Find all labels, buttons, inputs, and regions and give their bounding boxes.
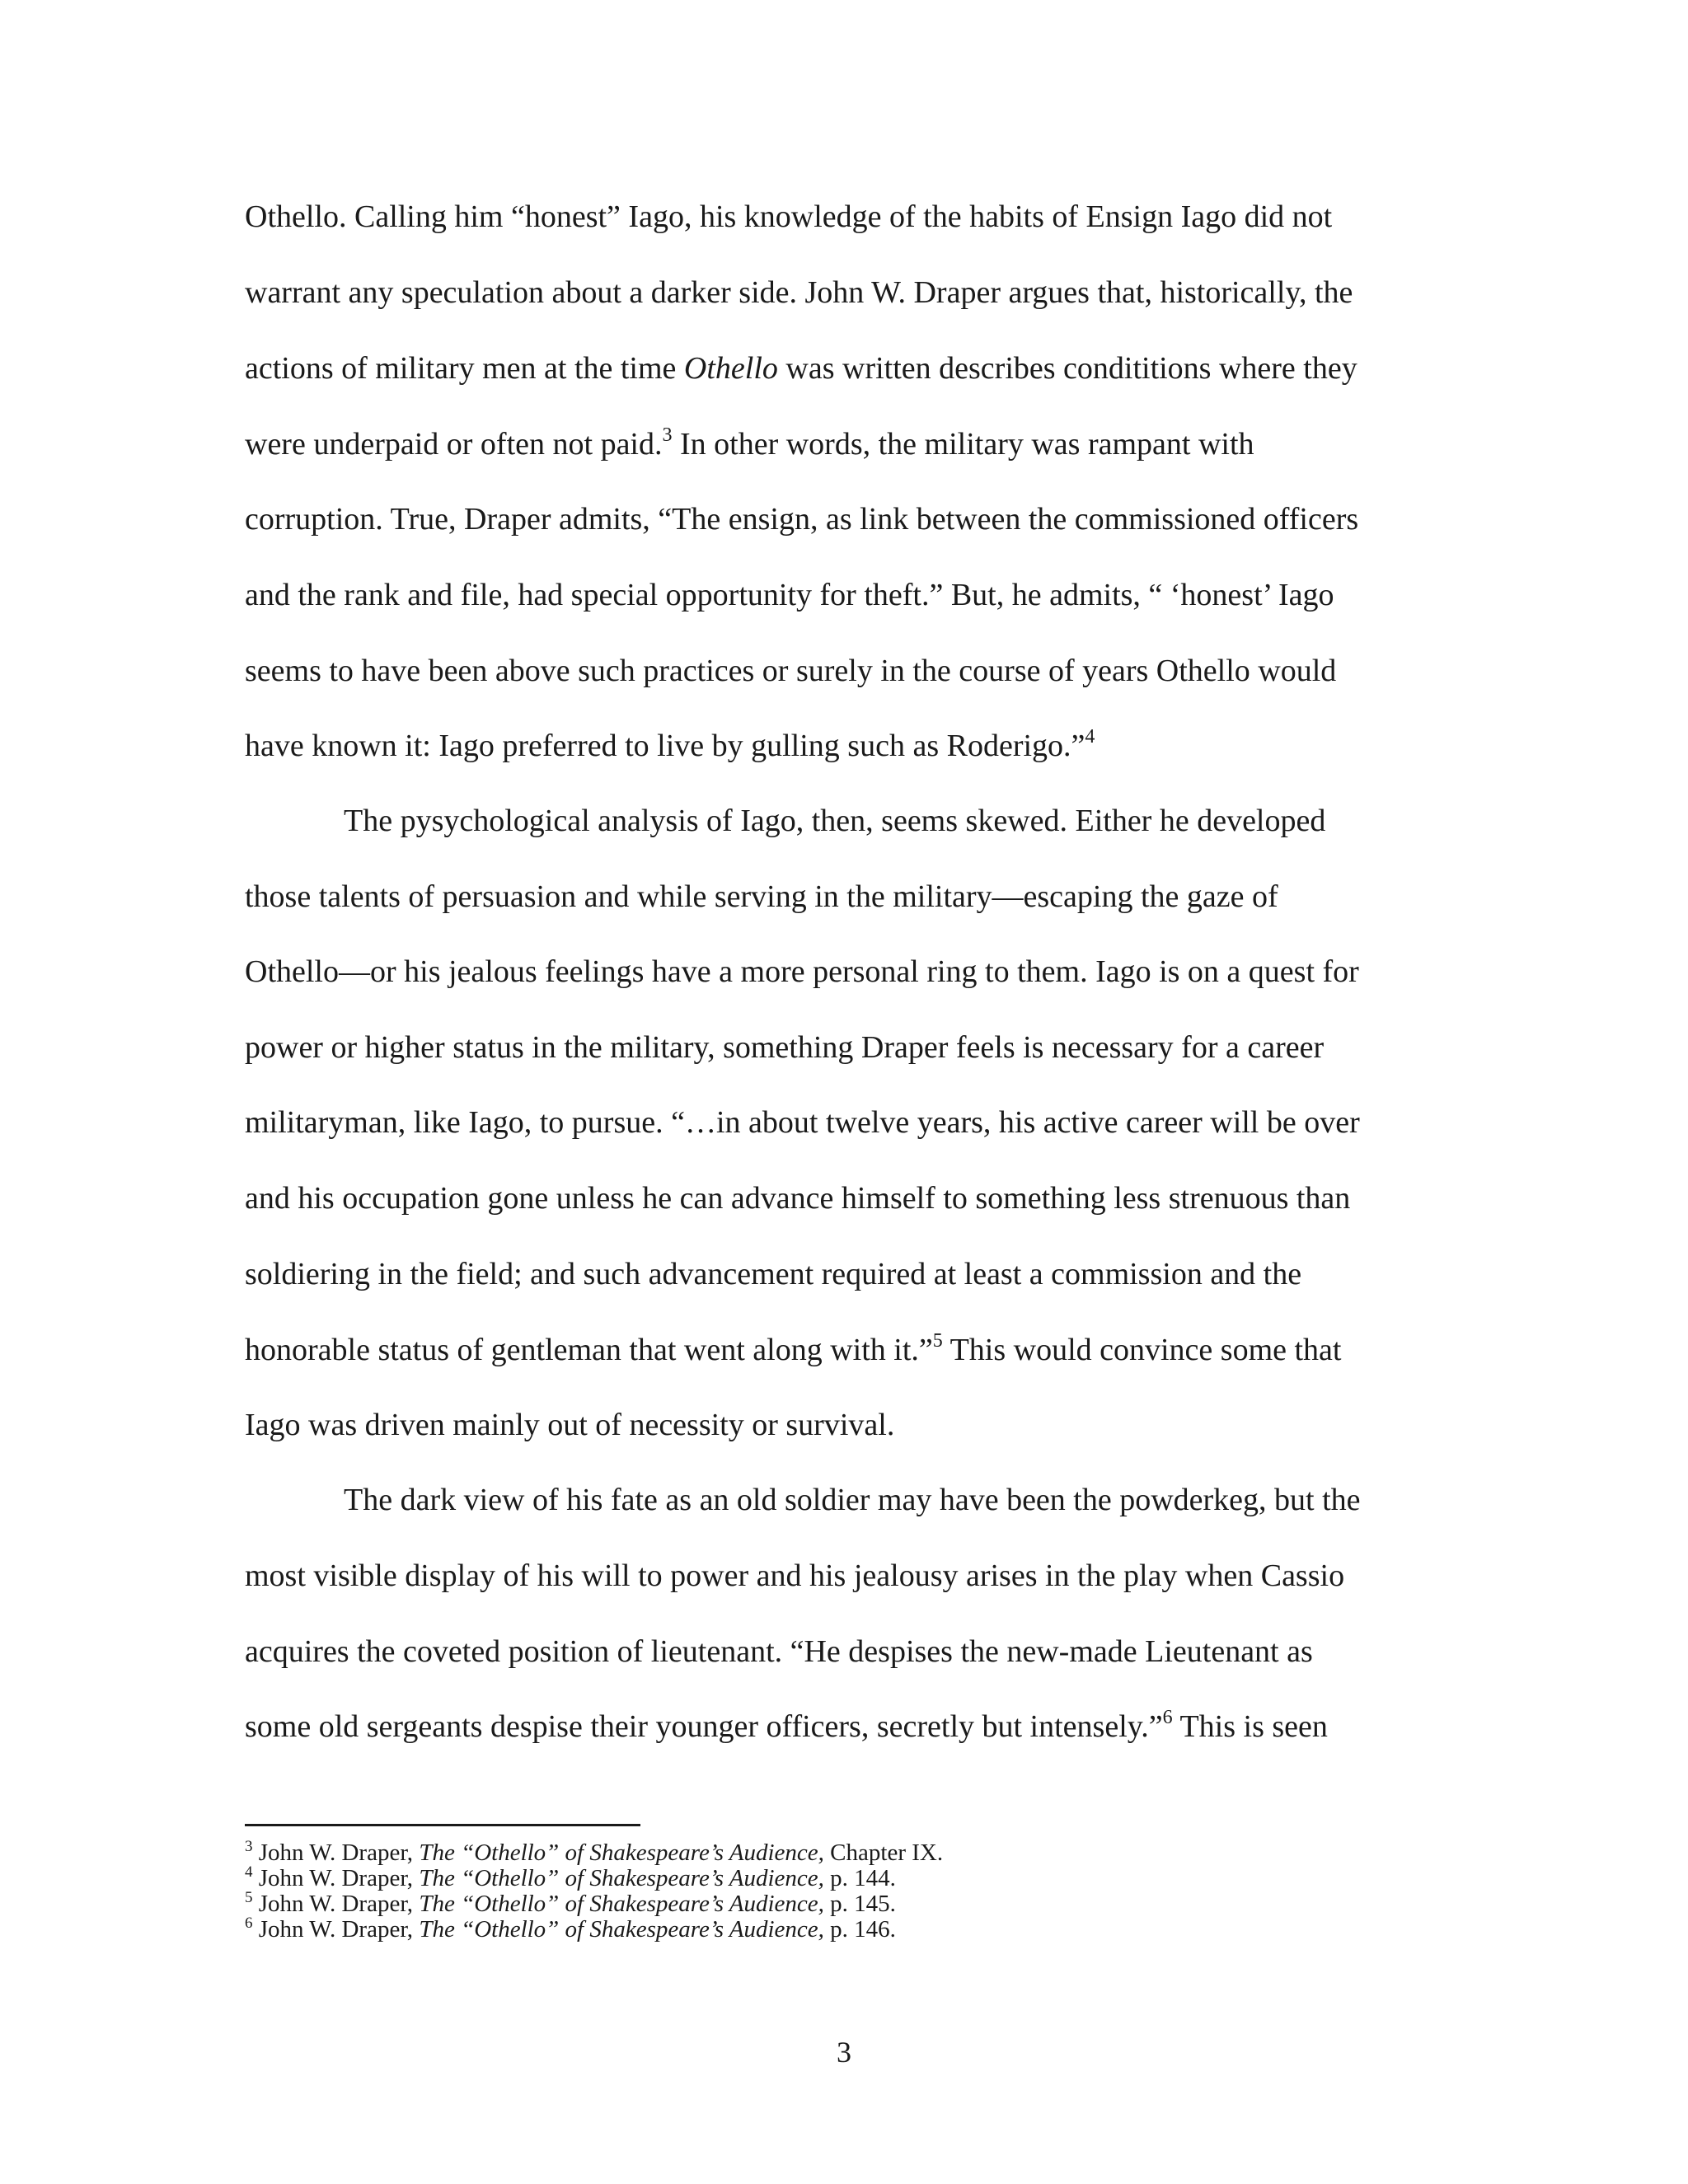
text-run: honorable status of gentleman that went along with it.” — [245, 1333, 933, 1367]
body-line — [245, 1409, 894, 1441]
footnote-author: John W. Draper, — [258, 1891, 414, 1917]
footnote — [245, 1863, 896, 1891]
footnote-author: John W. Draper, — [258, 1916, 414, 1943]
footnote-title: The “Othello” of Shakespeare’s Audience, — [419, 1865, 824, 1891]
text-run: Iago was driven mainly out of necessity or survival. — [245, 1408, 895, 1442]
text-run: Othello. Calling him “honest” Iago, his knowledge of the habits of Ensign Iago did not — [245, 199, 1333, 234]
text-run: those talents of persuasion and while serving in the military—escaping the gaze of — [245, 879, 1278, 914]
body-line — [245, 956, 1359, 987]
footnote-ref: 6 — [1162, 1707, 1173, 1728]
body-line — [245, 201, 1332, 232]
footnote-location: p. 145. — [830, 1891, 896, 1917]
footnote-location: p. 146. — [830, 1916, 896, 1943]
body-line — [245, 1330, 1342, 1367]
page-number: 3 — [837, 2036, 851, 2069]
body-line — [245, 1107, 1360, 1138]
text-run: The pysychological analysis of Iago, then, seems skewed. Either he developed — [344, 804, 1326, 838]
footnote-author: John W. Draper, — [258, 1865, 414, 1891]
body-line — [245, 1560, 1344, 1591]
text-run: Othello—or his jealous feelings have a more personal ring to them. Iago is on a quest for — [245, 954, 1359, 989]
text-run: corruption. True, Draper admits, “The ensign, as link between the commissioned officers — [245, 502, 1359, 537]
footnote — [245, 1889, 896, 1917]
footnote-number: 3 — [245, 1838, 253, 1855]
footnote-location: Chapter IX. — [830, 1840, 944, 1866]
footnote-ref: 3 — [662, 424, 673, 446]
text-run: power or higher status in the military, something Draper feels is necessary for a career — [245, 1030, 1325, 1065]
text-run: were underpaid or often not paid. — [245, 427, 663, 462]
footnote-number: 4 — [245, 1863, 253, 1881]
body-line — [245, 424, 1254, 462]
text-run: and his occupation gone unless he can advance himself to something less strenuous than — [245, 1181, 1351, 1216]
text-run: warrant any speculation about a darker side. John W. Draper argues that, historically, the — [245, 275, 1353, 310]
body-line — [245, 277, 1353, 308]
footnote-title: The “Othello” of Shakespeare’s Audience, — [419, 1916, 824, 1943]
text-run: actions of military men at the time — [245, 351, 684, 386]
footnote-number: 6 — [245, 1915, 253, 1932]
footnote-separator — [245, 1824, 640, 1826]
footnote-title: The “Othello” of Shakespeare’s Audience, — [419, 1840, 824, 1866]
body-line — [245, 655, 1336, 687]
text-run: soldiering in the field; and such advancement required at least a commission and the — [245, 1257, 1302, 1291]
text-run: and the rank and file, had special opportunity for theft.” But, he admits, “ ‘honest’ Iago — [245, 578, 1334, 612]
footnote-number: 5 — [245, 1889, 253, 1906]
body-line — [245, 1183, 1350, 1214]
footnote-location: p. 144. — [830, 1865, 896, 1891]
body-line — [344, 805, 1325, 837]
body-line — [245, 726, 1095, 763]
text-run: This is seen — [1172, 1709, 1328, 1744]
body-line — [245, 579, 1334, 611]
text-run: most visible display of his will to power and his jealousy arises in the play when Cassio — [245, 1558, 1345, 1593]
text-run: some old sergeants despise their younger officers, secretly but intensely.” — [245, 1709, 1163, 1744]
body-line — [344, 1484, 1361, 1516]
text-run: This would convince some that — [942, 1333, 1342, 1367]
text-run: seems to have been above such practices or surely in the course of years Othello would — [245, 654, 1337, 688]
footnote-ref: 5 — [932, 1330, 943, 1352]
text-run: In other words, the military was rampant with — [672, 427, 1254, 462]
footnote — [245, 1838, 944, 1866]
text-run: The dark view of his fate as an old soldier may have been the powderkeg, but the — [344, 1483, 1361, 1517]
italic-title: Othello — [683, 351, 778, 386]
body-line — [245, 504, 1358, 535]
footnote-title: The “Othello” of Shakespeare’s Audience, — [419, 1891, 824, 1917]
footnote-ref: 4 — [1085, 726, 1095, 748]
footnote — [245, 1915, 896, 1943]
text-run: acquires the coveted position of lieutenant. “He despises the new-made Lieutenant as — [245, 1634, 1313, 1669]
body-line — [245, 1258, 1301, 1290]
body-line — [245, 1636, 1313, 1667]
body-line — [245, 353, 1357, 384]
body-line — [245, 1032, 1324, 1063]
body-line — [245, 881, 1278, 912]
text-run: have known it: Iago preferred to live by gulling such as Roderigo.” — [245, 729, 1085, 763]
footnote-author: John W. Draper, — [258, 1840, 414, 1866]
body-line — [245, 1707, 1328, 1744]
text-run: was written describes condititions where they — [777, 351, 1357, 386]
text-run: militaryman, like Iago, to pursue. “…in about twelve years, his active career will be over — [245, 1105, 1360, 1140]
